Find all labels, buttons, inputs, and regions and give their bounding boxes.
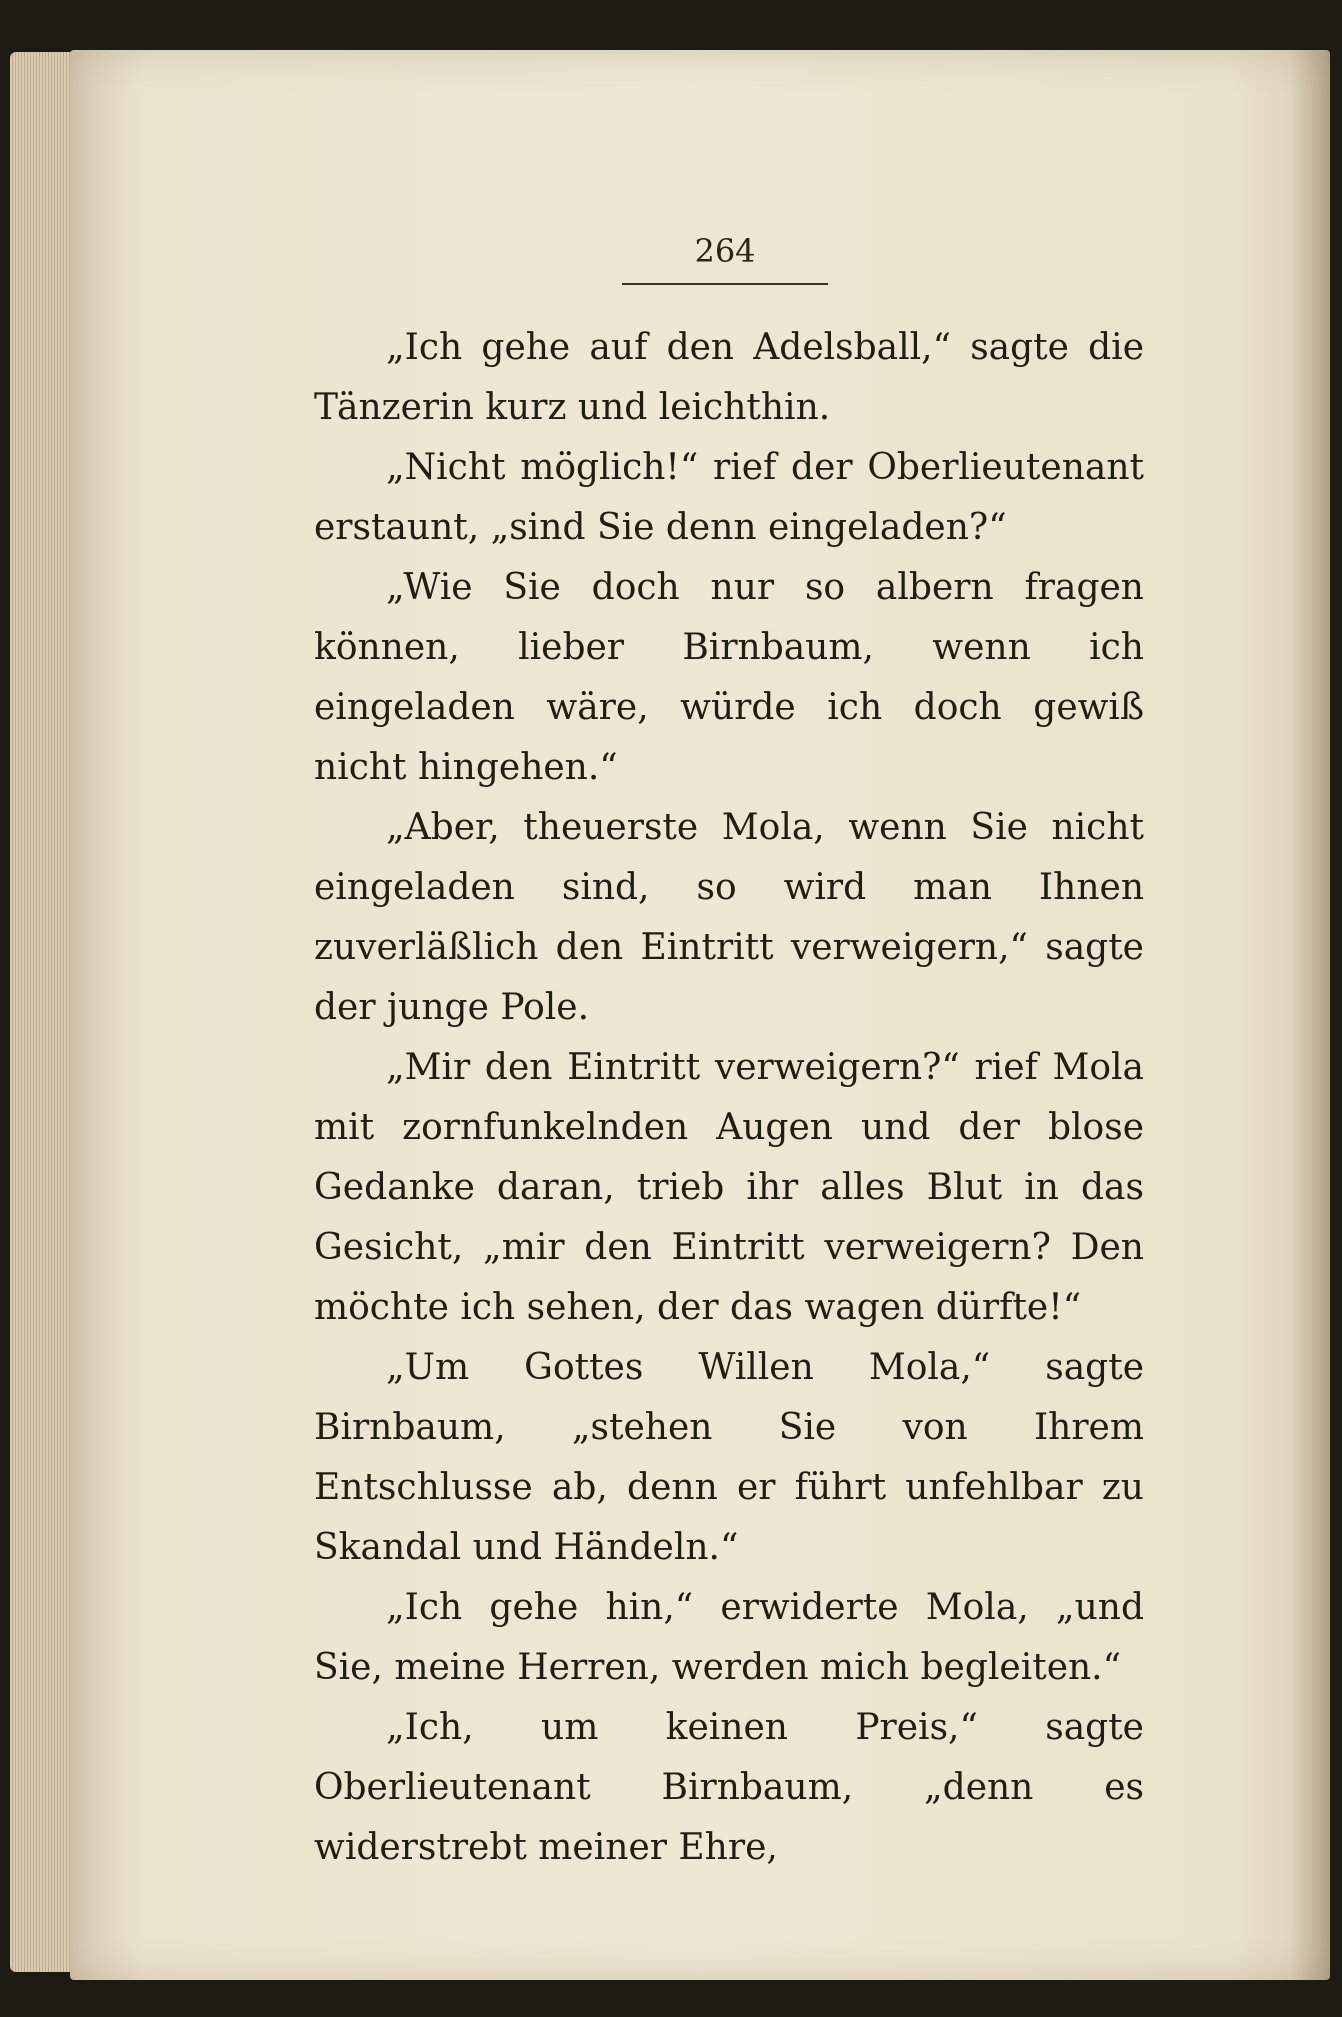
paragraph: „Mir den Eintritt verweigern?“ rief Mola mit zornfunkelnden Augen und der blose Gedanke daran, trieb ihr alles Blut in das Gesicht, „mir den Eintritt verweigern? Den möchte ich sehen, der das wagen dürfte!“	[314, 1047, 1144, 1328]
body-text	[314, 318, 1144, 1878]
paragraph: „Um Gottes Willen Mola,“ sagte Birnbaum, „stehen Sie von Ihrem Entschlusse ab, denn er führt unfehlbar zu Skandal und Händeln.“	[314, 1347, 1144, 1568]
paragraph: „Ich, um keinen Preis,“ sagte Oberlieutenant Birnbaum, „denn es widerstrebt meiner Ehre,	[314, 1707, 1144, 1868]
paragraph: „Nicht möglich!“ rief der Oberlieutenant erstaunt, „sind Sie denn eingeladen?“	[314, 447, 1144, 548]
paragraph: „Wie Sie doch nur so albern fragen können, lieber Birnbaum, wenn ich eingeladen wäre, würde ich doch gewiß nicht hingehen.“	[314, 567, 1144, 788]
paragraph: „Ich gehe auf den Adelsball,“ sagte die Tänzerin kurz und leichthin.	[314, 327, 1144, 428]
gutter-shadow	[1290, 50, 1330, 1980]
page-number: 264	[694, 232, 756, 270]
paragraph: „Ich gehe hin,“ erwiderte Mola, „und Sie, meine Herren, werden mich begleiten.“	[314, 1587, 1144, 1688]
header-rule	[622, 283, 828, 285]
paragraph: „Aber, theuerste Mola, wenn Sie nicht eingeladen sind, so wird man Ihnen zuverläßlich den Eintritt verweigern,“ sagte der junge Pole.	[314, 807, 1144, 1028]
